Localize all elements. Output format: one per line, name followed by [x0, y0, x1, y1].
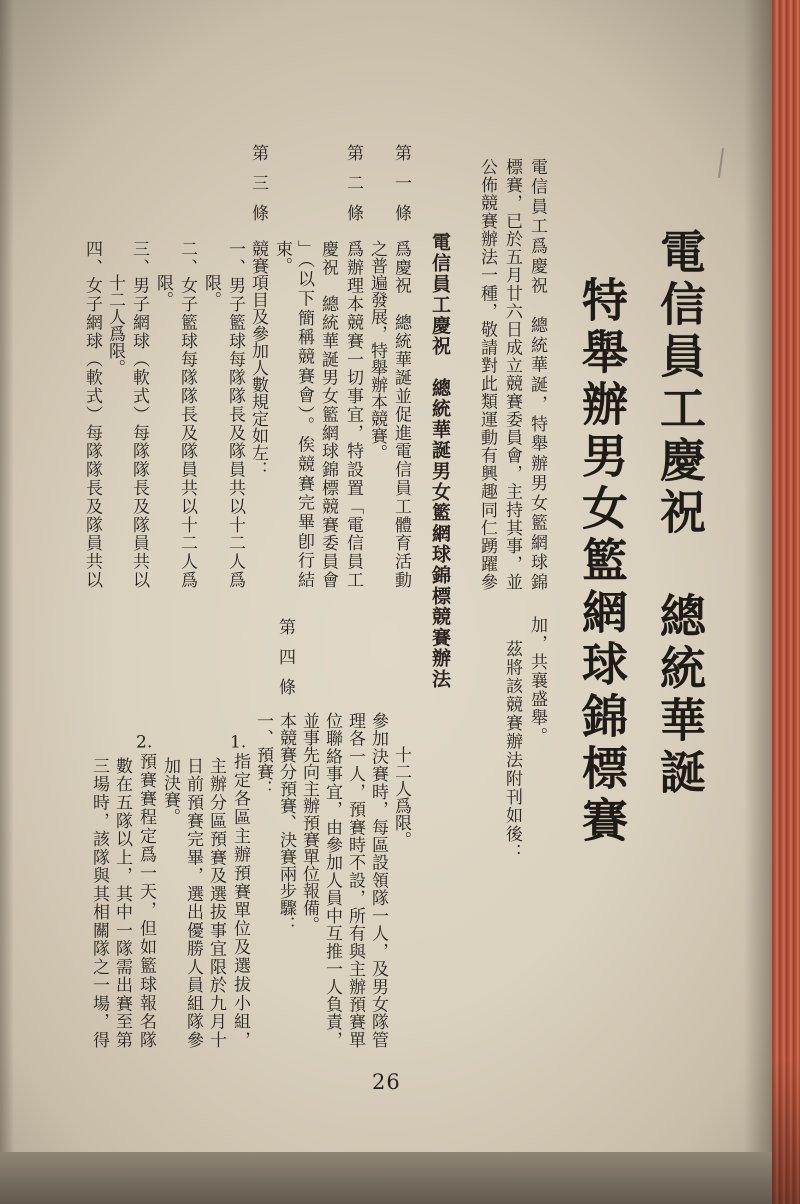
article-4-item-2-line-2: 數在五隊以上，其中一隊需出賽至第	[112, 757, 132, 1048]
intro-line-4: 加，共襄盛舉。	[527, 616, 547, 746]
article-3-line-6: 三、男子網球（軟式）每隊隊長及隊員共以	[129, 240, 149, 588]
article-3-line-13: 並事先向主辦預賽單位報備。	[299, 712, 319, 933]
article-2-line-3: 」（以下簡稱競賽會）。俟競賽完畢卽行結	[294, 240, 314, 588]
article-3-line-11: 理各一人，預賽時不設，所有與主辦預賽單	[345, 712, 365, 1048]
subtitle: 電信員工慶祝 總統華誕男女籃網球錦標競賽辦法	[429, 232, 451, 690]
article-3-line-1: 競賽項目及參加人數規定如左：	[248, 240, 268, 478]
article-3-line-2: 一、男子籃球每隊隊長及隊員共以十二人爲	[225, 240, 245, 588]
article-3-line-7: 十二人爲限。	[105, 274, 125, 376]
article-4-label: 第四條	[275, 618, 295, 708]
article-2-line-2: 慶祝 總統華誕男女籃網球錦標競賽委員會	[318, 240, 338, 588]
article-3-line-10: 參加決賽時，每區設領隊一人，及男女隊管	[368, 712, 388, 1048]
page-number: 26	[372, 1070, 401, 1094]
title-line-2: 特舉辦男女籃網球錦標賽	[575, 276, 629, 848]
intro-line-3: 公佈競賽辦法一種，敬請對此類運動有興趣同仁踴躍參	[477, 158, 497, 590]
intro-line-5: 茲將該競賽辦法附刊如後：	[502, 640, 522, 862]
article-4-section-heading: 一、預賽：	[253, 712, 273, 797]
article-2-line-4: 束。	[272, 240, 292, 274]
article-3-label: 第三條	[248, 144, 268, 234]
article-4-item-2-line-1	[136, 734, 156, 1048]
page-bottom-edge	[0, 1152, 772, 1204]
article-4-item-1-line-2: 主辦分區預賽及選拔事宜限於九月十	[206, 757, 226, 1048]
article-1-line-1: 爲慶祝 總統華誕並促進電信員工體育活動	[391, 240, 411, 588]
article-4-item-1-line-3: 日前預賽完畢，選出優勝人員組隊參	[183, 757, 203, 1048]
article-3-line-4: 二、女子籃球每隊隊長及隊員共以十二人爲	[177, 240, 197, 588]
article-3-line-9: 十二人爲限。	[391, 746, 411, 848]
article-4-item-1-line-1	[230, 734, 250, 1048]
article-3-line-8: 四、女子網球（軟式）每隊隊長及隊員共以	[82, 240, 102, 588]
article-3-line-3: 限。	[201, 274, 221, 308]
intro-line-1: 電信員工爲慶祝 總統華誕，特舉辦男女籃網球錦	[527, 158, 547, 590]
item-text: 預賽賽程定爲一天，但如籃球報名隊	[136, 752, 156, 1048]
article-3-line-5: 限。	[153, 274, 173, 308]
item-number: 1.	[230, 734, 247, 751]
book-edge	[772, 0, 800, 1204]
article-2-label: 第二條	[343, 144, 363, 234]
article-4-line-1: 本競賽分預賽、決賽兩步驟：	[276, 712, 296, 933]
article-4-item-2-line-3: 三場時，該隊與其相關隊之一場，得	[89, 757, 109, 1048]
article-1-label: 第一條	[391, 144, 411, 234]
intro-line-2: 標賽，已於五月廿六日成立競賽委員會，主持其事，並	[502, 158, 522, 590]
article-2-line-1: 爲辦理本競賽一切事宜，特設置「電信員工	[343, 240, 363, 588]
item-text: 指定各區主辦預賽單位及選拔小組，	[230, 752, 250, 1048]
item-number: 2.	[136, 734, 153, 751]
article-3-line-12: 位聯絡事宜，由參加人員中互推一人負責，	[322, 712, 342, 1048]
article-4-item-1-line-4: 加決賽。	[160, 757, 180, 825]
title-line-1: 電信員工慶祝 總統華誕	[653, 228, 707, 800]
article-1-line-2: 之普遍發展，特舉辦本競賽。	[367, 240, 387, 461]
